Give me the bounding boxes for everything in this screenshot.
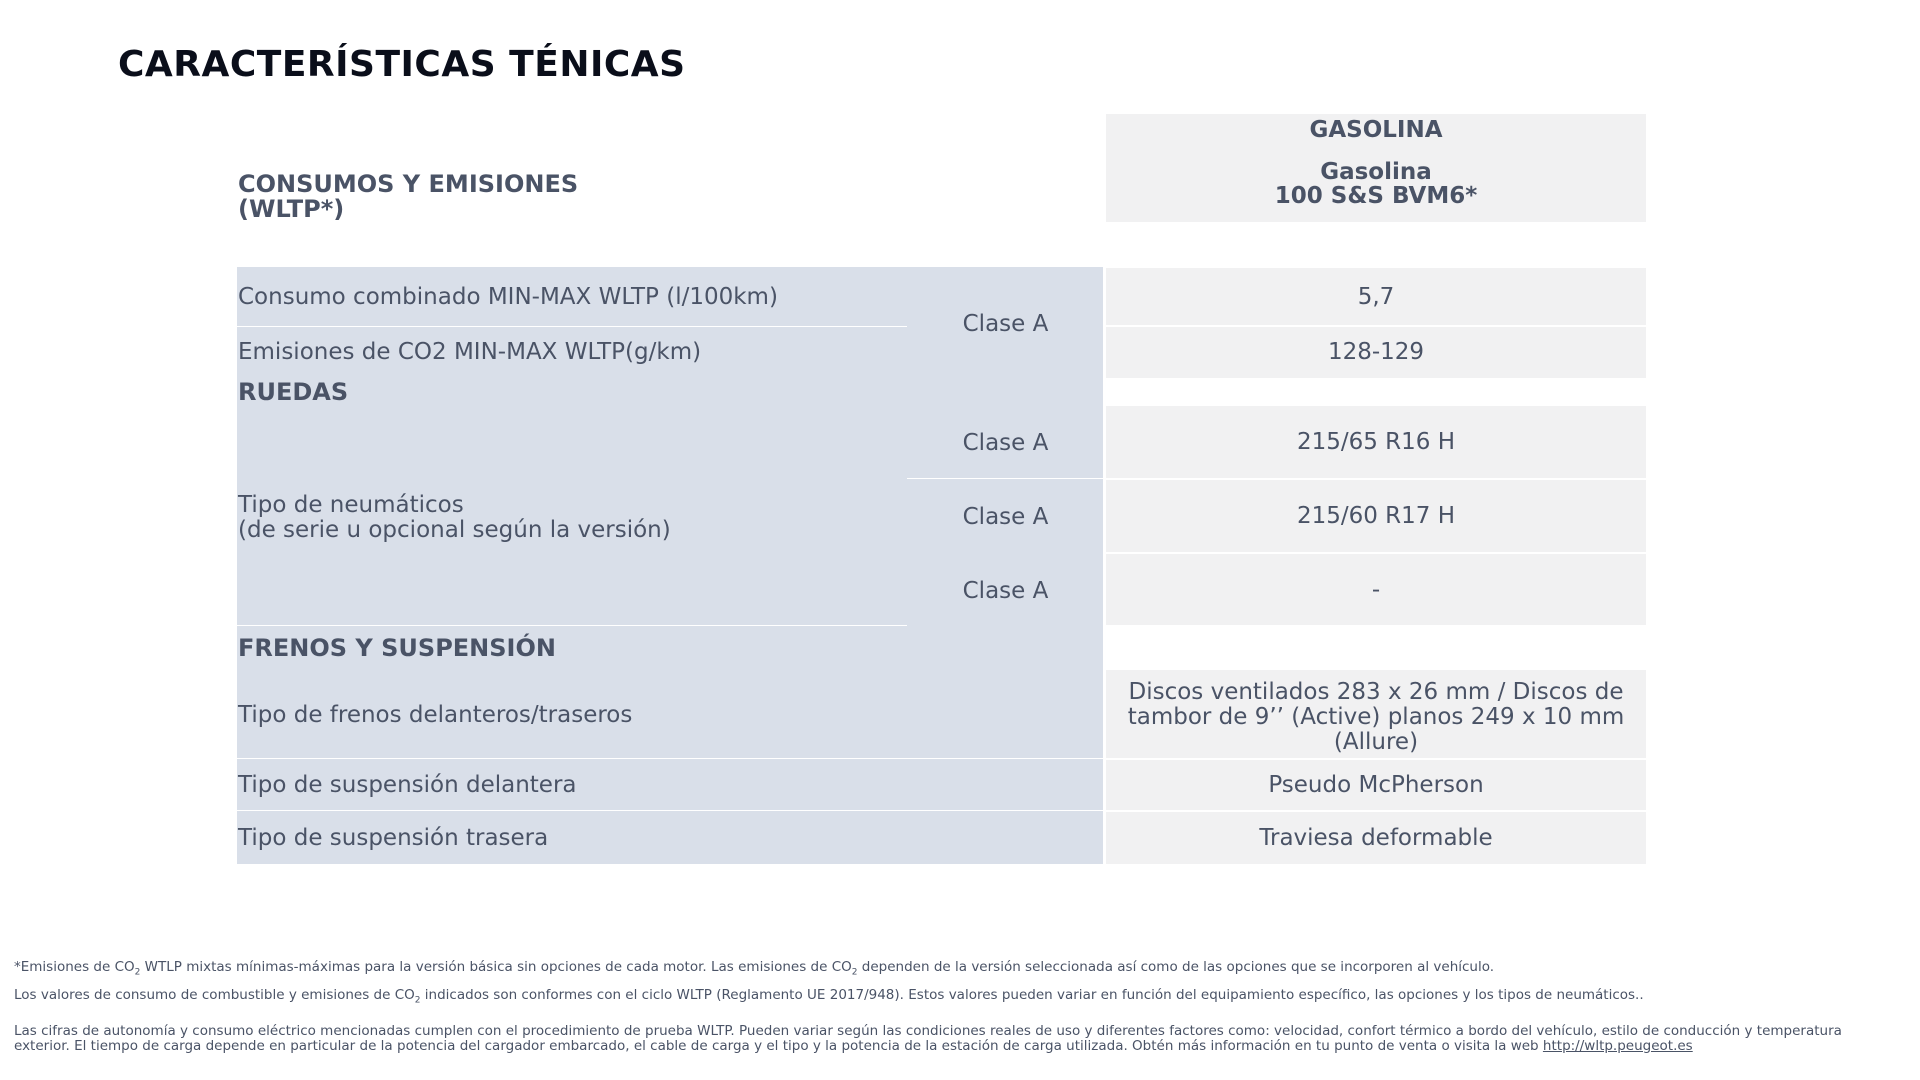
tire-3-clase: Clase A [962,578,1049,604]
frenos-label: Tipo de frenos delanteros/traseros [238,702,633,728]
susp-delantera-label: Tipo de suspensión delantera [238,772,577,798]
frenos-value: Discos ventilados 283 x 26 mm / Discos de tambor de 9’’ (Active) planos 249 x 10 mm (Allure) [1127,679,1625,755]
wltp-link[interactable]: http://wltp.peugeot.es [1542,1038,1693,1054]
susp-trasera-value: Traviesa deformable [1259,825,1493,851]
engine-name-line2: 100 S&S BVM6* [1274,183,1478,209]
ruedas-heading: RUEDAS [238,378,349,406]
consumo-value: 5,7 [1357,284,1395,310]
tire-1-clase: Clase A [962,430,1049,456]
emisiones-label: Emisiones de CO2 MIN-MAX WLTP(g/km) [238,339,702,365]
consumo-clase: Clase A [962,311,1049,337]
frenos-heading: FRENOS Y SUSPENSIÓN [238,634,556,662]
susp-delantera-value: Pseudo McPherson [1268,772,1484,798]
footnote-autonomy: Las cifras de autonomía y consumo eléctrico mencionadas cumplen con el procedimiento de prueba WLTP. Pueden variar según las condiciones reales de uso y diferentes factores como: velocidad, confort térmico a bordo del vehículo, estilo de conducción y temperatura exterior. El tiempo de carga depende en particular de la potencia del cargador embarcado, el cable de carga y el tipo y la potencia de la estación de carga utilizada. Obtén más información en tu punto de venta o visita la web http://wltp.peugeot.es [14,1023,1842,1054]
row-divider [907,478,1103,479]
fuel-type-header: GASOLINA [1309,117,1443,143]
susp-trasera-label: Tipo de suspensión trasera [238,825,549,851]
consumo-label: Consumo combinado MIN-MAX WLTP (l/100km) [238,284,778,310]
tire-3-value: - [1371,577,1381,603]
row-divider [237,326,907,327]
emisiones-value: 128-129 [1327,339,1425,365]
footnote-wltp: Los valores de consumo de combustible y emisiones de $CO_2$ indicados son conformes con el ciclo WLTP (Reglamento UE 2017/948). Estos valores pueden variar en función del equipamiento específico, las opciones y los tipos de neumáticos.. [14,987,1644,1006]
tire-2-clase: Clase A [962,504,1049,530]
row-divider [237,758,1103,759]
page-title: CARACTERÍSTICAS TÉNICAS [118,44,686,85]
tire-2-value: 215/60 R17 H [1296,503,1456,529]
tire-1-value: 215/65 R16 H [1296,429,1456,455]
row-divider [237,625,907,626]
row-divider [237,810,1103,811]
engine-name-line1: Gasolina [1320,159,1432,185]
footnote-emissions: *Emisiones de $CO_2$ WTLP mixtas mínimas-máximas para la versión básica sin opciones de cada motor. Las emisiones de $CO_2$ dependen de la versión seleccionada así como de las opciones que se incorporen al vehículo. [14,959,1495,978]
consumos-heading: CONSUMOS Y EMISIONES (WLTP*) [238,170,579,223]
tire-type-label: Tipo de neumáticos (de serie u opcional según la versión) [238,492,671,543]
